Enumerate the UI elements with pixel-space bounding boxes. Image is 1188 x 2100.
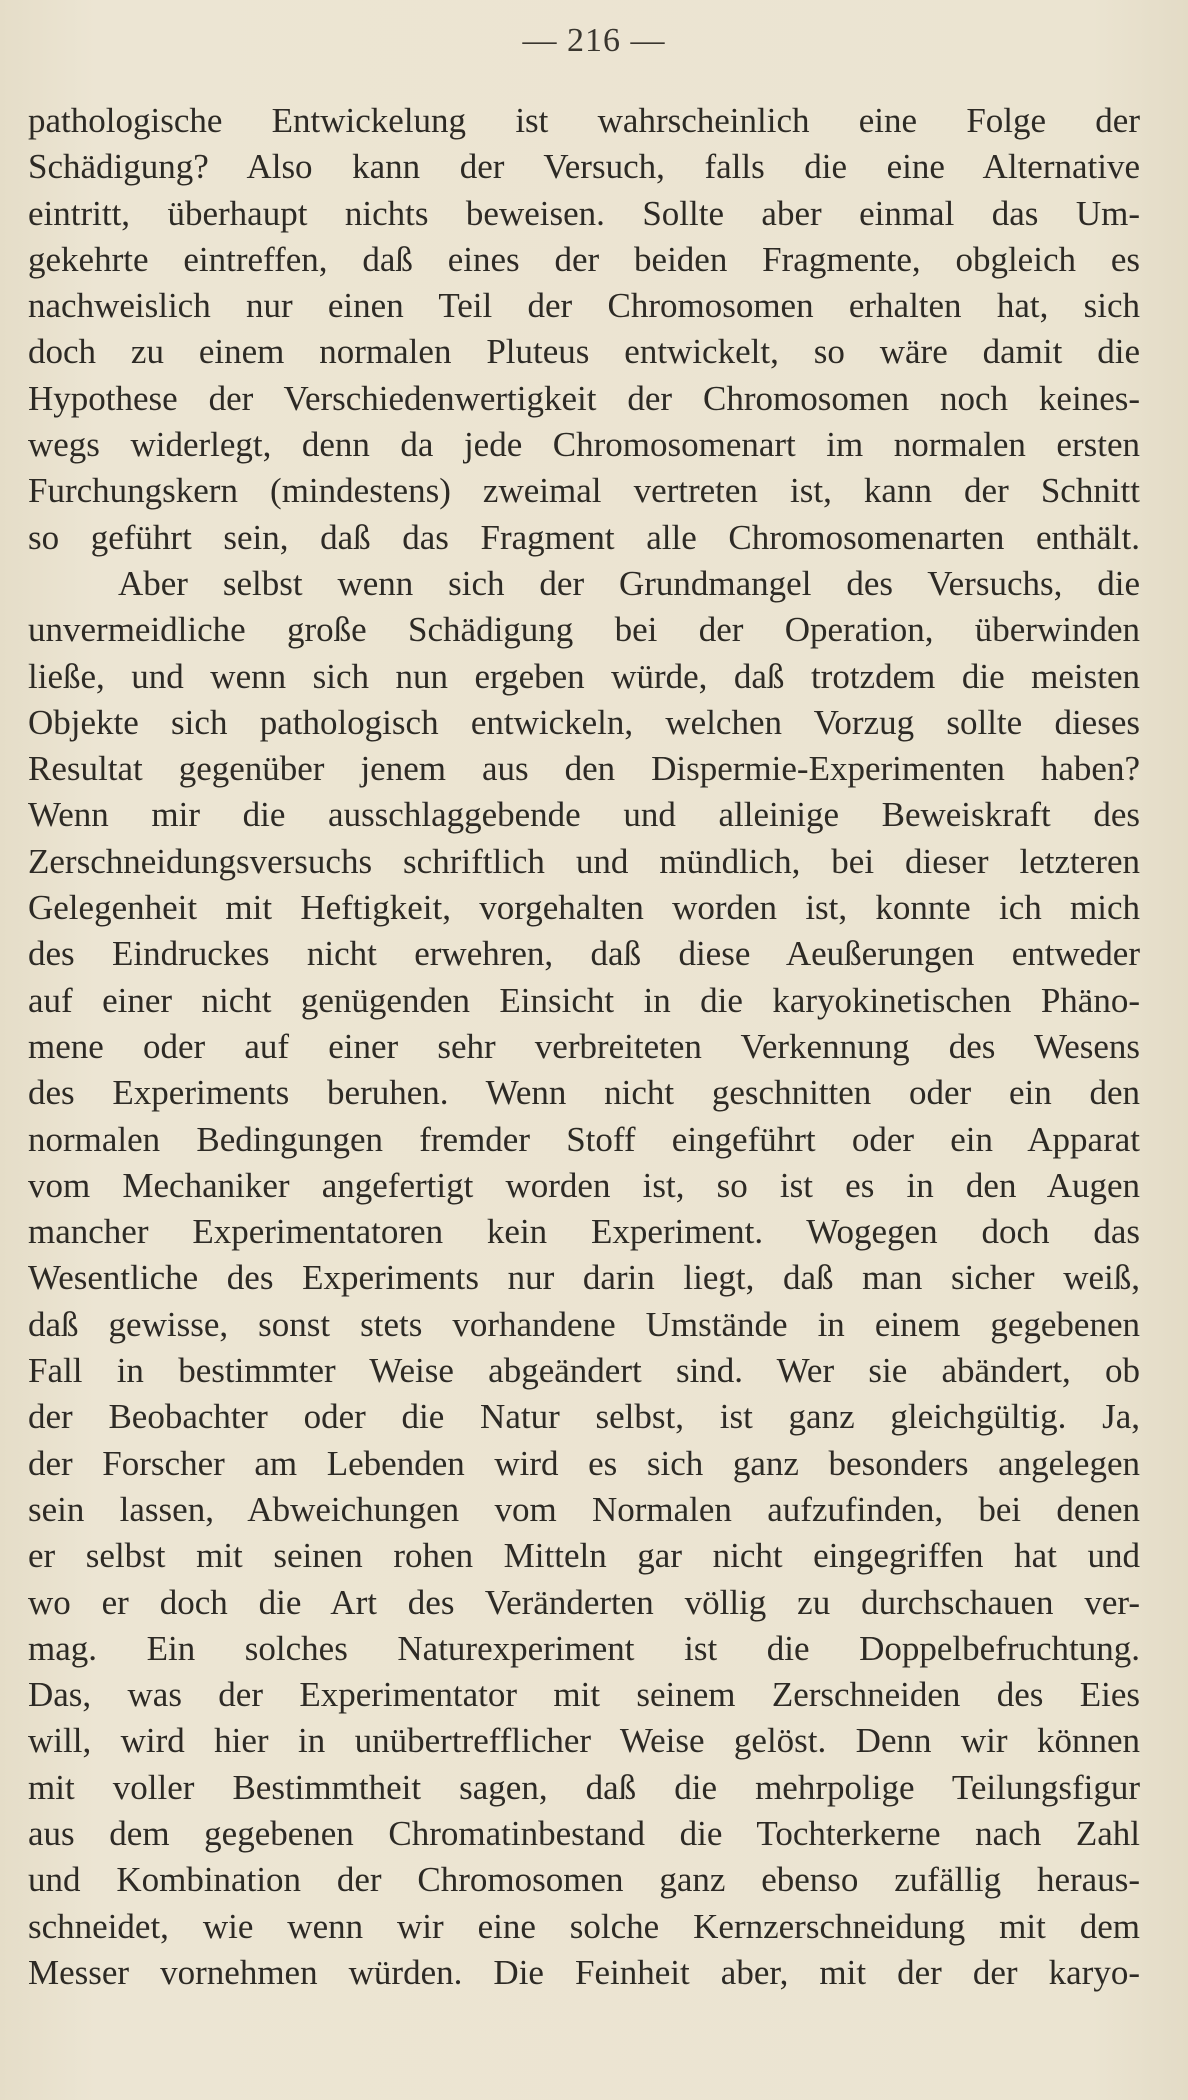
text-line: normalen Bedingungen fremder Stoff eingeführt oder ein Apparat <box>28 1119 1140 1159</box>
paragraph-start-line: Aber selbst wenn sich der Grundmangel des Versuchs, die <box>118 563 1140 603</box>
text-line: Das, was der Experimentator mit seinem Zerschneiden des Eies <box>28 1675 1140 1715</box>
text-line: vom Mechaniker angefertigt worden ist, so ist es in den Augen <box>28 1165 1140 1205</box>
text-line: Resultat gegenüber jenem aus den Dispermie-Experimenten haben? <box>28 749 1140 789</box>
text-line: Schädigung? Also kann der Versuch, falls die eine Alternative <box>28 147 1140 187</box>
text-line: der Beobachter oder die Natur selbst, ist ganz gleichgültig. Ja, <box>28 1397 1140 1437</box>
text-line: pathologische Entwickelung ist wahrscheinlich eine Folge der <box>28 101 1140 140</box>
text-line: doch zu einem normalen Pluteus entwickelt, so wäre damit die <box>28 332 1140 372</box>
text-line: Fall in bestimmter Weise abgeändert sind. Wer sie abändert, ob <box>28 1351 1140 1391</box>
text-line: Messer vornehmen würden. Die Feinheit aber, mit der der karyo- <box>28 1952 1140 1992</box>
text-line: aus dem gegebenen Chromatinbestand die Tochterkerne nach Zahl <box>28 1813 1140 1853</box>
text-line: mancher Experimentatoren kein Experiment. Wogegen doch das <box>28 1212 1140 1252</box>
text-line: eintritt, überhaupt nichts beweisen. Sollte aber einmal das Um- <box>28 193 1140 233</box>
text-line: mit voller Bestimmtheit sagen, daß die mehrpolige Teilungsfigur <box>28 1767 1140 1807</box>
text-line: wegs widerlegt, denn da jede Chromosomenart im normalen ersten <box>28 425 1140 465</box>
text-line: auf einer nicht genügenden Einsicht in die karyokinetischen Phäno- <box>28 980 1140 1020</box>
text-line: schneidet, wie wenn wir eine solche Kernzerschneidung mit dem <box>28 1906 1140 1946</box>
paragraph-end-line: so geführt sein, daß das Fragment alle Chromosomenarten enthält. <box>28 517 1140 557</box>
text-line: daß gewisse, sonst stets vorhandene Umstände in einem gegebenen <box>28 1304 1140 1344</box>
body-text <box>28 98 1140 1996</box>
text-line: des Experiments beruhen. Wenn nicht geschnitten oder ein den <box>28 1073 1140 1113</box>
page-number: — 216 — <box>522 22 666 59</box>
text-line: und Kombination der Chromosomen ganz ebenso zufällig heraus- <box>28 1860 1140 1900</box>
text-line: gekehrte eintreffen, daß eines der beiden Fragmente, obgleich es <box>28 239 1140 279</box>
text-line: mag. Ein solches Naturexperiment ist die Doppelbefruchtung. <box>28 1628 1140 1668</box>
text-line: er selbst mit seinen rohen Mitteln gar nicht eingegriffen hat und <box>28 1536 1140 1576</box>
text-line: Objekte sich pathologisch entwickeln, welchen Vorzug sollte dieses <box>28 702 1140 742</box>
text-line: der Forscher am Lebenden wird es sich ganz besonders angelegen <box>28 1443 1140 1483</box>
text-line: Wenn mir die ausschlaggebende und alleinige Beweiskraft des <box>28 795 1140 835</box>
text-line: will, wird hier in unübertrefflicher Weise gelöst. Denn wir können <box>28 1721 1140 1761</box>
text-line: mene oder auf einer sehr verbreiteten Verkennung des Wesens <box>28 1026 1140 1066</box>
text-line: unvermeidliche große Schädigung bei der Operation, überwinden <box>28 610 1140 650</box>
text-line: Wesentliche des Experiments nur darin liegt, daß man sicher weiß, <box>28 1258 1140 1298</box>
text-line: Zerschneidungsversuchs schriftlich und mündlich, bei dieser letzteren <box>28 841 1140 881</box>
text-line: Gelegenheit mit Heftigkeit, vorgehalten worden ist, konnte ich mich <box>28 888 1140 928</box>
text-line: des Eindruckes nicht erwehren, daß diese Aeußerungen entweder <box>28 934 1140 974</box>
text-line: nachweislich nur einen Teil der Chromosomen erhalten hat, sich <box>28 286 1140 326</box>
text-line: Furchungskern (mindestens) zweimal vertreten ist, kann der Schnitt <box>28 471 1140 511</box>
text-line: Hypothese der Verschiedenwertigkeit der Chromosomen noch keines- <box>28 378 1140 418</box>
text-line: wo er doch die Art des Veränderten völlig zu durchschauen ver- <box>28 1582 1140 1622</box>
text-line: sein lassen, Abweichungen vom Normalen aufzufinden, bei denen <box>28 1489 1140 1529</box>
text-line: ließe, und wenn sich nun ergeben würde, daß trotzdem die meisten <box>28 656 1140 696</box>
